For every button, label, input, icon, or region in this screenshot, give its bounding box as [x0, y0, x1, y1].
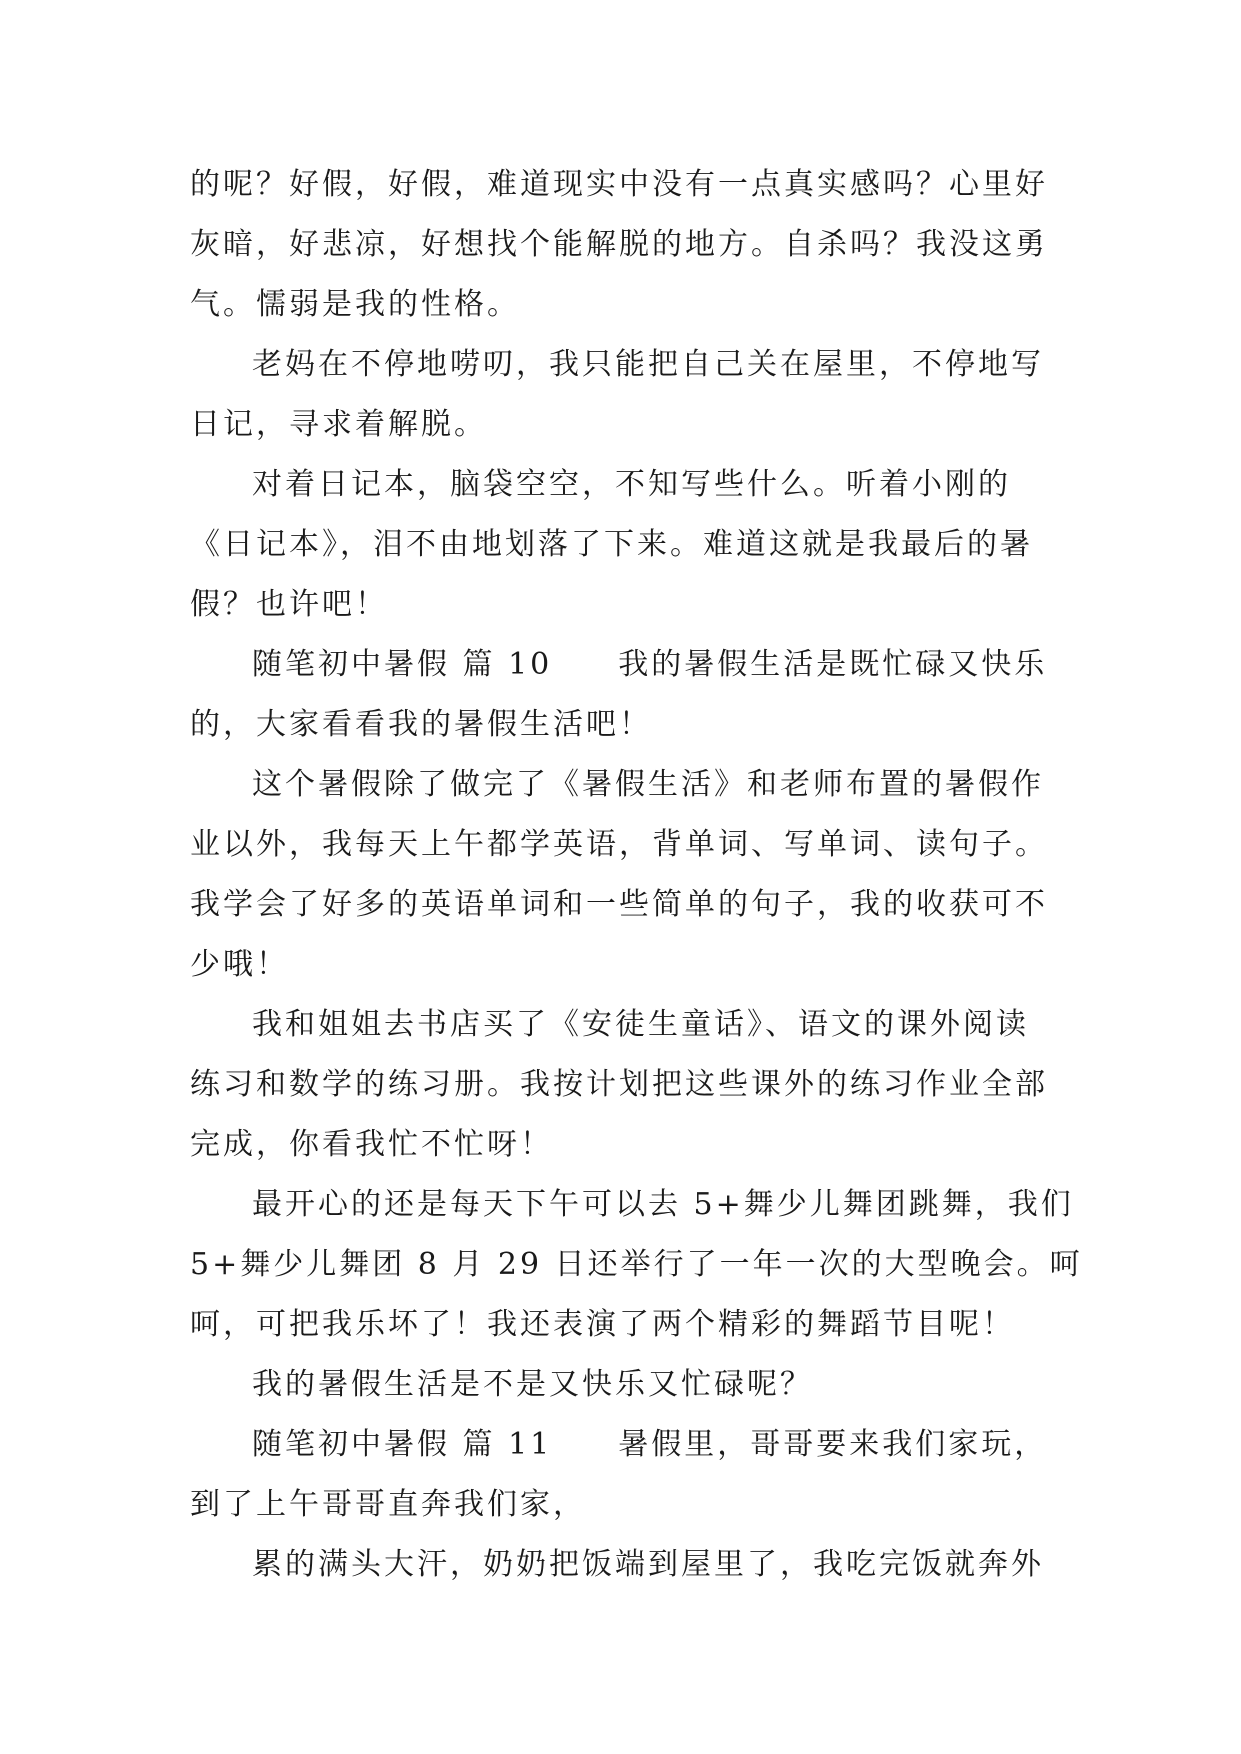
text-line: 少哦！: [190, 947, 289, 982]
text-line: 最开心的还是每天下午可以去 5+舞少儿舞团跳舞，我们: [252, 1187, 1074, 1222]
text-line: 随笔初中暑假 篇 11 暑假里，哥哥要来我们家玩，: [252, 1427, 1048, 1462]
text-line: 这个暑假除了做完了《暑假生活》和老师布置的暑假作: [252, 767, 1044, 802]
text-line: 灰暗，好悲凉，好想找个能解脱的地方。自杀吗？我没这勇: [190, 227, 1048, 262]
text-line: 累的满头大汗，奶奶把饭端到屋里了，我吃完饭就奔外: [252, 1547, 1044, 1582]
text-line: 假？也许吧！: [190, 587, 388, 622]
text-line: 随笔初中暑假 篇 10 我的暑假生活是既忙碌又快乐: [252, 647, 1048, 682]
text-line: 对着日记本，脑袋空空，不知写些什么。听着小刚的: [252, 467, 1011, 502]
text-line: 我的暑假生活是不是又快乐又忙碌呢？: [252, 1367, 813, 1402]
text-line: 老妈在不停地唠叨，我只能把自己关在屋里，不停地写: [252, 347, 1044, 382]
text-line: 日记，寻求着解脱。: [190, 407, 487, 442]
text-line: 业以外，我每天上午都学英语，背单词、写单词、读句子。: [190, 827, 1048, 862]
text-line: 完成，你看我忙不忙呀！: [190, 1127, 553, 1162]
text-line: 呵，可把我乐坏了！我还表演了两个精彩的舞蹈节目呢！: [190, 1307, 1015, 1342]
text-line: 5+舞少儿舞团 8 月 29 日还举行了一年一次的大型晚会。呵: [190, 1247, 1083, 1282]
text-line: 到了上午哥哥直奔我们家，: [190, 1487, 586, 1522]
text-line: 气。懦弱是我的性格。: [190, 287, 520, 322]
text-line: 我和姐姐去书店买了《安徒生童话》、语文的课外阅读: [252, 1007, 1029, 1042]
body-text: [190, 155, 1083, 1595]
text-line: 练习和数学的练习册。我按计划把这些课外的练习作业全部: [190, 1067, 1048, 1102]
text-line: 《日记本》，泪不由地划落了下来。难道这就是我最后的暑: [190, 527, 1033, 562]
text-line: 我学会了好多的英语单词和一些简单的句子，我的收获可不: [190, 887, 1048, 922]
text-line: 的呢？好假，好假，难道现实中没有一点真实感吗？心里好: [190, 167, 1048, 202]
text-line: 的，大家看看我的暑假生活吧！: [190, 707, 652, 742]
